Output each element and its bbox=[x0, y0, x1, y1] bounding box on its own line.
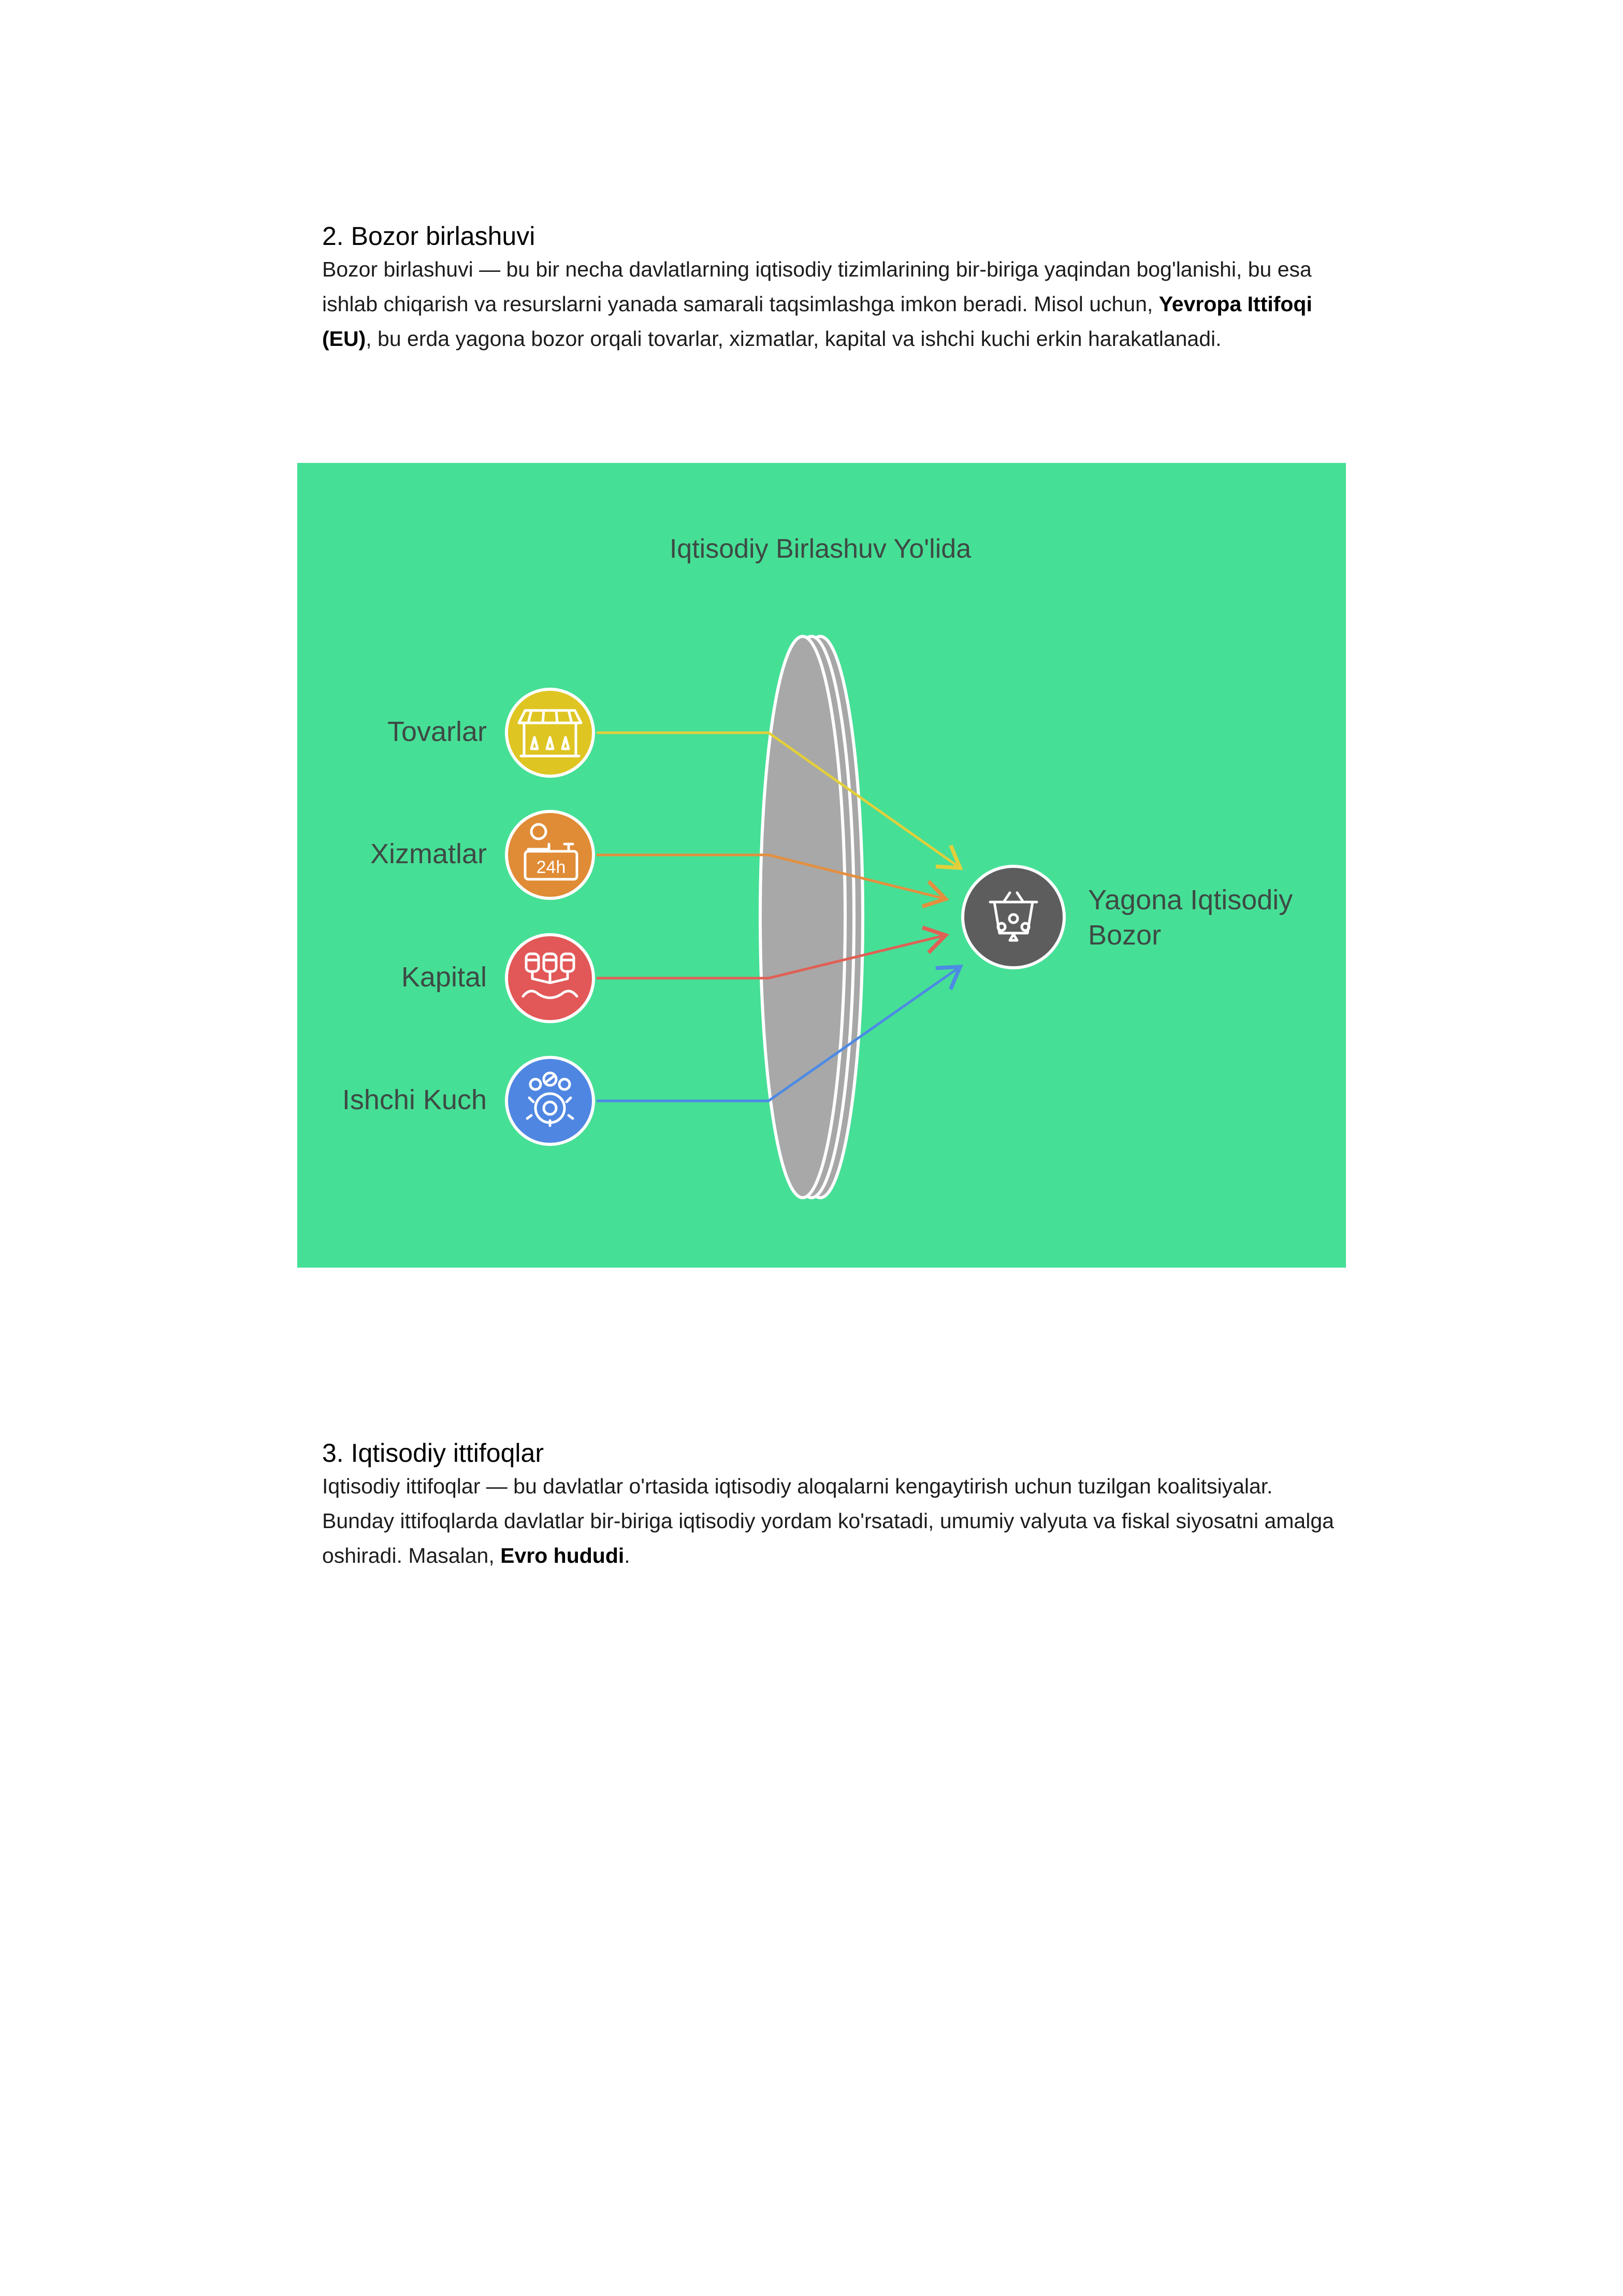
section-heading: 2. Bozor birlashuvi bbox=[322, 222, 535, 251]
paragraph-text: , bu erda yagona bozor orqali tovarlar, xizmatlar, kapital va ishchi kuchi erkin harakatlanadi. bbox=[366, 327, 1222, 351]
section-iqtisodiy-ittifoqlar bbox=[322, 1437, 1337, 1573]
24h-service-icon bbox=[506, 811, 593, 898]
paragraph-text: Bozor birlashuvi — bu bir necha davlatlarning iqtisodiy tizimlarining bir-biriga yaqindan bog'lanishi, bu esa ishlab chiqarish va resurslarni yanada samarali taqsimlashga imkon beradi. Misol uchun, bbox=[322, 257, 1312, 316]
input-label-tovarlar: Tovarlar bbox=[387, 716, 487, 747]
section-paragraph bbox=[322, 252, 1337, 356]
workforce-gear-icon bbox=[506, 1057, 593, 1144]
money-stack-icon bbox=[506, 935, 593, 1022]
diagram-canvas bbox=[297, 463, 1346, 1268]
section-heading: 3. Iqtisodiy ittifoqlar bbox=[322, 1438, 544, 1467]
input-label-xizmatlar: Xizmatlar bbox=[370, 838, 487, 869]
section-paragraph bbox=[322, 1469, 1337, 1573]
integration-diagram bbox=[297, 463, 1346, 1268]
paragraph-text: Iqtisodiy ittifoqlar — bu davlatlar o'rtasida iqtisodiy aloqalarni kengaytirish uchun tuzilgan koalitsiyalar. Bunday ittifoqlarda davlatlar bir-biriga iqtisodiy yordam ko'rsatadi, umumiy valyuta va fiskal siyosatni amalga oshiradi. Masalan, bbox=[322, 1474, 1334, 1567]
lens-shape bbox=[760, 636, 863, 1198]
paragraph-text: . bbox=[624, 1544, 630, 1567]
market-stall-icon bbox=[506, 689, 593, 776]
diagram-title: Iqtisodiy Birlashuv Yo'lida bbox=[669, 534, 972, 564]
paragraph-bold-term: Yevropa Ittifoqi (EU) bbox=[322, 292, 1312, 351]
paragraph-bold-term: Evro hududi bbox=[500, 1544, 625, 1567]
input-label-ishchi-kuch: Ishchi Kuch bbox=[342, 1084, 487, 1115]
input-label-kapital: Kapital bbox=[401, 962, 487, 993]
shopping-basket-icon bbox=[963, 866, 1064, 968]
section-bozor-birlashuvi bbox=[322, 220, 1337, 356]
output-label-line2: Bozor bbox=[1088, 920, 1162, 951]
output-label-line1: Yagona Iqtisodiy bbox=[1088, 884, 1293, 916]
svg-text:24h: 24h bbox=[536, 858, 566, 877]
